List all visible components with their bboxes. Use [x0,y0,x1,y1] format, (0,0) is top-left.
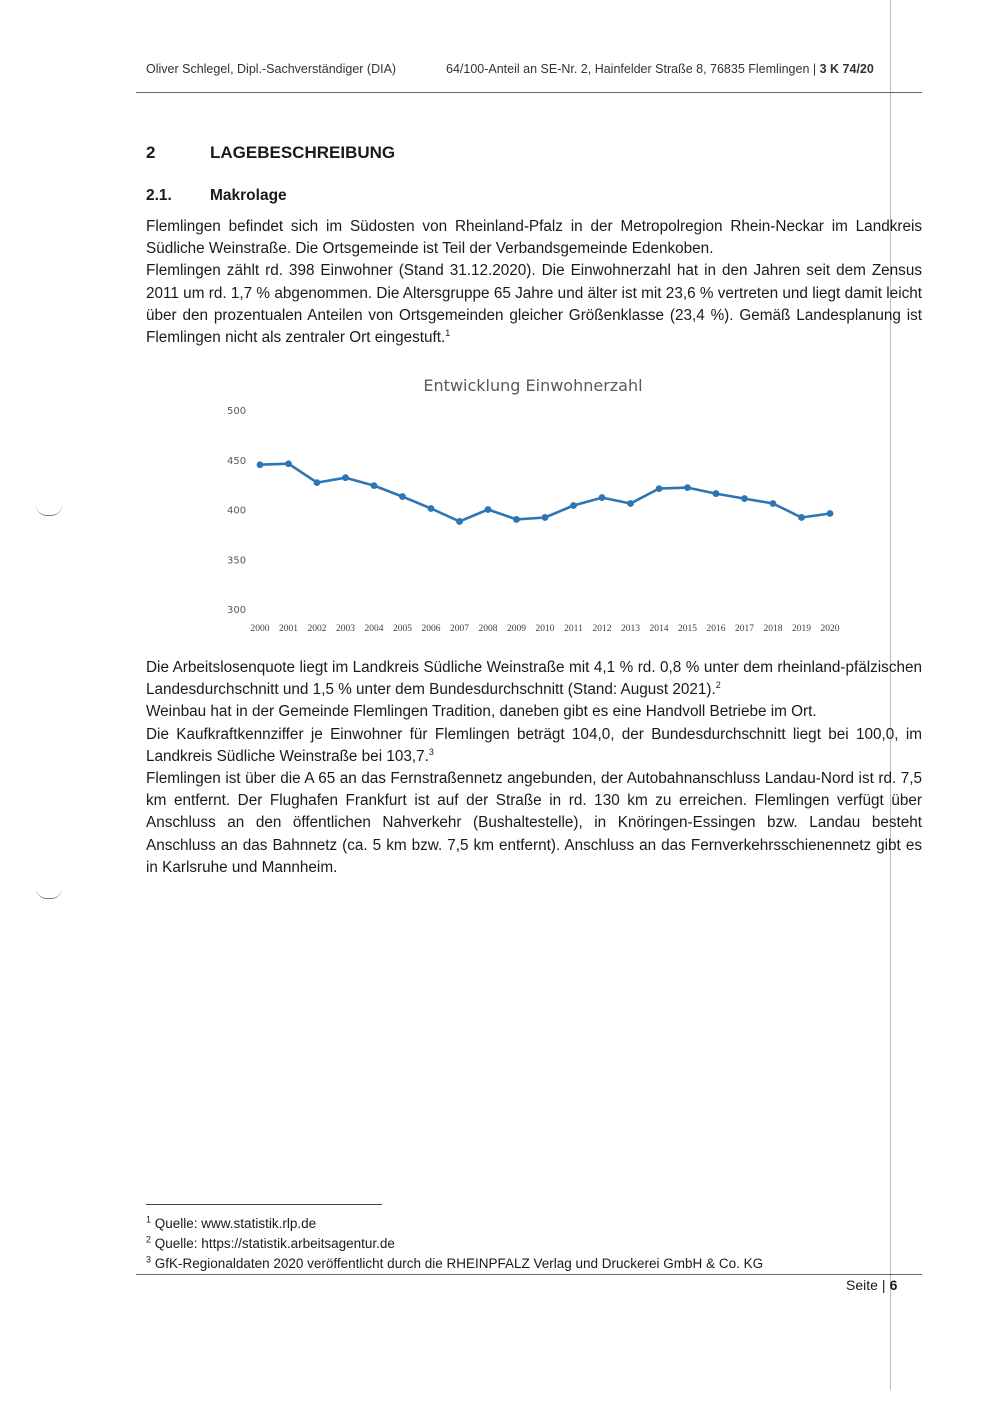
footnote-ref: 1 [445,327,451,338]
paragraph-text: Flemlingen zählt rd. 398 Einwohner (Stand 31.12.2020). Die Einwohnerzahl hat in den Jahren seit dem Zensus 2011 um rd. 1,7 % abgenommen. Die Altersgruppe 65 Jahre und älter ist mit 23,6 % vertreten und liegt damit leicht über den prozentualen Anteilen von Ortsgemeinden gleicher Größenklasse (23,4 %). Gemäß Landesplanung ist Flemlingen nicht als zentraler Ort eingestuft. [146,262,922,347]
footnote [146,1254,763,1274]
chart-title: Entwicklung Einwohnerzahl [423,376,643,395]
data-point [827,510,834,517]
paragraph [146,724,922,768]
footnote-mark: 2 [146,1234,152,1245]
data-point [285,460,292,467]
header-author: Oliver Schlegel, Dipl.-Sachverständiger (DIA) [146,62,397,76]
data-point [513,516,520,523]
x-tick-label: 2014 [649,624,669,634]
footnote [146,1214,763,1234]
data-point [399,493,406,500]
header-address-text: 64/100-Anteil an SE-Nr. 2, Hainfelder Straße 8, 76835 Flemlingen | [446,62,817,76]
data-point [741,495,748,502]
footnote [146,1234,763,1254]
footnote-rule [146,1204,382,1205]
section-number: 2 [146,143,156,162]
footnote-mark: 3 [146,1254,152,1265]
y-tick-label: 450 [227,455,247,467]
scan-mark [36,505,62,516]
x-tick-label: 2009 [507,624,526,634]
footnote-ref: 2 [715,680,721,691]
y-tick-label: 350 [227,555,247,567]
data-point [371,482,378,489]
data-point [456,518,463,525]
data-point [342,474,349,481]
x-tick-label: 2017 [735,624,754,634]
data-point [770,500,777,507]
x-tick-label: 2007 [450,624,469,634]
body-text [146,657,922,879]
data-point [627,500,634,507]
x-tick-label: 2000 [250,624,270,634]
header-address [446,62,874,76]
x-tick-label: 2013 [621,624,640,634]
header-reference: 3 K 74/20 [819,62,874,76]
footnote-text: GfK-Regionaldaten 2020 veröffentlicht durch die RHEINPFALZ Verlag und Druckerei GmbH & Co. KG [154,1256,764,1271]
data-point [485,506,492,513]
data-point [542,514,549,521]
data-point [599,494,606,501]
page-number [846,1277,897,1293]
paragraph-text: Die Arbeitslosenquote liegt im Landkreis Südliche Weinstraße mit 4,1 % rd. 0,8 % unter dem rheinland-pfälzischen Landesdurchschnitt und 1,5 % unter dem Bundesdurchschnitt (Stand: August 2021). [146,659,922,699]
footnote-mark: 1 [146,1214,152,1225]
x-tick-label: 2008 [478,624,498,634]
paragraph: Weinbau hat in der Gemeinde Flemlingen Tradition, daneben gibt es eine Handvoll Betriebe im Ort. [146,703,817,721]
x-tick-label: 2002 [307,624,327,634]
footer-rule [136,1274,922,1275]
page-number-value: 6 [889,1277,898,1293]
paragraph: Flemlingen befindet sich im Südosten von Rheinland-Pfalz in der Metropolregion Rhein-Neckar im Landkreis Südliche Weinstraße. Die Ortsgemeinde ist Teil der Verbandsgemeinde Edenkoben. [146,218,922,258]
section-title: LAGEBESCHREIBUNG [210,143,396,162]
paragraph [146,657,922,701]
data-point [428,505,435,512]
x-tick-label: 2012 [592,624,612,634]
footnote-text: Quelle: www.statistik.rlp.de [154,1216,317,1231]
y-tick-label: 300 [227,605,247,616]
page-label: Seite [846,1277,878,1293]
x-tick-label: 2020 [820,624,840,634]
x-tick-label: 2018 [763,624,783,634]
footnote-ref: 3 [428,746,434,757]
data-point [713,490,720,497]
subsection-number: 2.1. [146,187,172,204]
page-separator: | [881,1277,886,1293]
x-tick-label: 2015 [678,624,697,634]
paragraph-text: Die Kaufkraftkennziffer je Einwohner für Flemlingen beträgt 104,0, der Bundesdurchschnitt liegt bei 100,0, im Landkreis Südliche Weinstraße bei 103,7. [146,725,922,765]
x-tick-label: 2005 [393,624,412,634]
paragraph: Flemlingen ist über die A 65 an das Fernstraßennetz angebunden, der Autobahnanschluss Landau-Nord ist rd. 7,5 km entfernt. Der Flughafen Frankfurt ist auf der Straße in rd. 130 km zu erreichen. Flemlingen verfügt über Anschluss an den öffentlichen Nahverkehr (Bushaltestelle), in Knöringen-Essingen bzw. Landau besteht Anschluss an das Bahnnetz (ca. 5 km bzw. 7,5 km entfernt). Anschluss an das Fernverkehrsschienennetz gibt es in Karlsruhe und Mannheim. [146,770,922,876]
x-tick-label: 2006 [421,624,441,634]
y-tick-label: 400 [227,505,247,517]
x-tick-label: 2016 [706,624,726,634]
scan-mark [36,888,62,899]
paragraph [146,260,922,349]
chart-background [205,363,855,645]
footnote-text: Quelle: https://statistik.arbeitsagentur.de [154,1236,395,1251]
x-tick-label: 2010 [535,624,555,634]
population-chart [205,363,855,645]
data-point [684,484,691,491]
data-point [314,479,321,486]
footnotes [146,1214,763,1274]
data-point [798,514,805,521]
x-tick-label: 2001 [279,624,298,634]
data-point [570,502,577,509]
x-tick-label: 2003 [336,624,355,634]
data-point [257,461,264,468]
x-tick-label: 2019 [792,624,811,634]
chart-svg [205,363,855,645]
x-tick-label: 2004 [364,624,384,634]
x-tick-label: 2011 [564,624,583,634]
y-tick-label: 500 [227,406,247,417]
intro-text [146,216,922,349]
subsection-title: Makrolage [210,187,287,204]
data-point [656,485,663,492]
header-rule [136,92,922,93]
